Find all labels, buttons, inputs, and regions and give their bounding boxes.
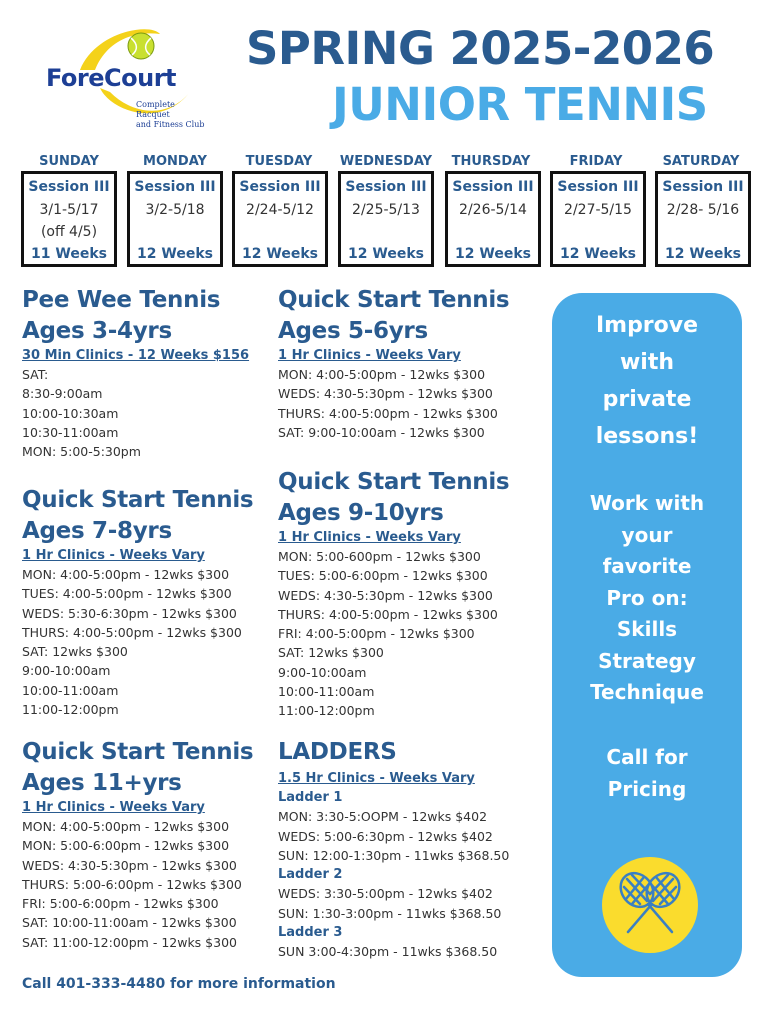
session-dates: 2/26-5/14 [459, 202, 527, 218]
schedule-line: FRI: 4:00-5:00pm - 12wks $300 [278, 626, 475, 642]
session-name: Session III [28, 179, 110, 195]
program-subtitle: 1 Hr Clinics - Weeks Vary [278, 530, 461, 545]
schedule-line: MON: 4:00-5:00pm - 12wks $300 [22, 819, 230, 834]
day-label-tuesday: TUESDAY [245, 154, 313, 169]
program-quick-start-9-10 [278, 467, 509, 721]
schedule-line: THURS: 4:00-5:00pm - 12wks $300 [278, 405, 498, 421]
session-weeks: 12 Weeks [455, 246, 531, 262]
schedule-line: WEDS: 4:30-5:30pm - 12wks $300 [278, 386, 493, 402]
program-ages: Ages 5-6yrs [278, 318, 428, 344]
session-box-friday [550, 171, 646, 267]
logo-name: ForeCourt [46, 64, 177, 92]
session-box-monday [127, 171, 223, 267]
private-lessons-panel [552, 293, 742, 977]
day-label-monday: MONDAY [143, 154, 207, 169]
session-dates: 2/27-5/15 [564, 202, 632, 218]
program-title: Quick Start Tennis [278, 469, 510, 495]
program-pee-wee [22, 285, 249, 461]
ladder-heading: Ladder 2 [278, 867, 343, 883]
schedule-line: WEDS: 5:00-6:30pm - 12wks $402 [278, 828, 493, 844]
schedule-line: 10:30-11:00am [22, 424, 119, 440]
session-weeks: 12 Weeks [560, 246, 636, 262]
schedule-line: THURS: 4:00-5:00pm - 12wks $300 [22, 624, 242, 640]
schedule-line: FRI: 5:00-6:00pm - 12wks $300 [22, 896, 219, 912]
crossed-tennis-rackets-icon [602, 857, 698, 953]
schedule-line: MON: 4:00-5:00pm - 12wks $300 [22, 567, 230, 582]
program-ladders [278, 737, 509, 962]
session-dates: 3/1-5/17 (off 4/5) [39, 202, 99, 240]
schedule-line: MON: 5:00-600pm - 12wks $300 [278, 549, 481, 564]
schedule-line: 10:00-11:00am [278, 684, 375, 700]
schedule-line: 10:00-10:30am [22, 405, 119, 421]
session-name: Session III [452, 179, 534, 195]
session-weeks: 11 Weeks [31, 246, 107, 262]
page-title: SPRING 2025-2026 [246, 22, 715, 75]
session-box-thursday [445, 171, 541, 267]
schedule-line: THURS: 5:00-6:00pm - 12wks $300 [22, 876, 242, 892]
session-box-wednesday [338, 171, 434, 267]
schedule-line: TUES: 5:00-6:00pm - 12wks $300 [278, 568, 488, 584]
session-name: Session III [134, 179, 216, 195]
program-ages: Ages 7-8yrs [22, 518, 172, 544]
program-subtitle: 1.5 Hr Clinics - Weeks Vary [278, 771, 475, 786]
session-name: Session III [345, 179, 427, 195]
session-weeks: 12 Weeks [242, 246, 318, 262]
program-ages: Ages 11+yrs [22, 770, 182, 796]
program-quick-start-11-plus [22, 737, 253, 952]
schedule-line: SUN 3:00-4:30pm - 11wks $368.50 [278, 944, 498, 960]
schedule-line: SUN: 12:00-1:30pm - 11wks $368.50 [278, 847, 510, 863]
schedule-line: 11:00-12:00pm [278, 703, 375, 719]
program-title: Pee Wee Tennis [22, 287, 221, 313]
schedule-line: 8:30-9:00am [22, 386, 103, 402]
schedule-line: MON: 4:00-5:00pm - 12wks $300 [278, 367, 486, 382]
contact-footer: Call 401-333-4480 for more information [22, 976, 336, 992]
session-box-tuesday [232, 171, 328, 267]
session-dates: 2/25-5/13 [352, 202, 420, 218]
session-box-sunday [21, 171, 117, 267]
schedule-line: SAT: [22, 367, 49, 382]
program-title: Quick Start Tennis [22, 487, 254, 513]
page-subtitle: JUNIOR TENNIS [332, 78, 708, 131]
session-box-saturday [655, 171, 751, 267]
program-title: Quick Start Tennis [278, 287, 510, 313]
program-title: Quick Start Tennis [22, 739, 254, 765]
program-subtitle: 1 Hr Clinics - Weeks Vary [278, 348, 461, 363]
forecourt-logo [40, 22, 210, 132]
schedule-line: SAT: 10:00-11:00am - 12wks $300 [22, 915, 237, 931]
schedule-line: MON: 5:00-6:00pm - 12wks $300 [22, 838, 230, 854]
program-quick-start-7-8 [22, 485, 253, 719]
schedule-line: SAT: 12wks $300 [22, 644, 128, 660]
session-dates: 2/28- 5/16 [666, 202, 740, 218]
program-ages: Ages 9-10yrs [278, 500, 444, 526]
schedule-line: WEDS: 5:30-6:30pm - 12wks $300 [22, 605, 237, 621]
session-weeks: 12 Weeks [137, 246, 213, 262]
session-name: Session III [239, 179, 321, 195]
schedule-line: WEDS: 4:30-5:30pm - 12wks $300 [278, 587, 493, 603]
logo-tagline: Complete Racquet and Fitness Club [136, 100, 205, 129]
program-subtitle: 1 Hr Clinics - Weeks Vary [22, 800, 205, 815]
ladder-heading: Ladder 1 [278, 790, 343, 805]
schedule-line: WEDS: 4:30-5:30pm - 12wks $300 [22, 857, 237, 873]
ladder-heading: Ladder 3 [278, 925, 343, 941]
schedule-line: SAT: 12wks $300 [278, 645, 384, 661]
session-dates: 2/24-5/12 [246, 202, 314, 218]
day-label-friday: FRIDAY [569, 154, 623, 169]
session-name: Session III [557, 179, 639, 195]
schedule-line: 11:00-12:00pm [22, 702, 119, 718]
day-label-sunday: SUNDAY [39, 154, 99, 169]
day-label-wednesday: WEDNESDAY [339, 154, 433, 169]
session-dates: 3/2-5/18 [145, 202, 205, 218]
schedule-line: 10:00-11:00am [22, 682, 119, 698]
session-weeks: 12 Weeks [665, 246, 741, 262]
schedule-line: THURS: 4:00-5:00pm - 12wks $300 [278, 606, 498, 622]
day-label-thursday: THURSDAY [451, 154, 531, 169]
schedule-line: SAT: 9:00-10:00am - 12wks $300 [278, 424, 485, 440]
schedule-line: 9:00-10:00am [278, 664, 367, 680]
program-title: LADDERS [278, 739, 397, 765]
promo-call-to-action: Call for Pricing [606, 745, 688, 801]
program-ages: Ages 3-4yrs [22, 318, 172, 344]
schedule-line: SUN: 1:30-3:00pm - 11wks $368.50 [278, 905, 502, 921]
day-label-saturday: SATURDAY [662, 154, 740, 169]
schedule-line: MON: 3:30-5:OOPM - 12wks $402 [278, 809, 488, 825]
program-subtitle: 30 Min Clinics - 12 Weeks $156 [22, 348, 250, 363]
schedule-line: 9:00-10:00am [22, 663, 111, 679]
program-quick-start-5-6 [278, 285, 509, 442]
schedule-line: SAT: 11:00-12:00pm - 12wks $300 [22, 934, 237, 950]
session-weeks: 12 Weeks [348, 246, 424, 262]
program-subtitle: 1 Hr Clinics - Weeks Vary [22, 548, 205, 563]
schedule-line: MON: 5:00-5:30pm [22, 444, 141, 460]
session-name: Session III [662, 179, 744, 195]
schedule-line: TUES: 4:00-5:00pm - 12wks $300 [22, 586, 232, 602]
schedule-line: WEDS: 3:30-5:00pm - 12wks $402 [278, 886, 493, 902]
promo-body: Work with your favorite Pro on: Skills Strategy Technique [589, 491, 705, 704]
promo-headline: Improve with private lessons! [595, 313, 699, 449]
